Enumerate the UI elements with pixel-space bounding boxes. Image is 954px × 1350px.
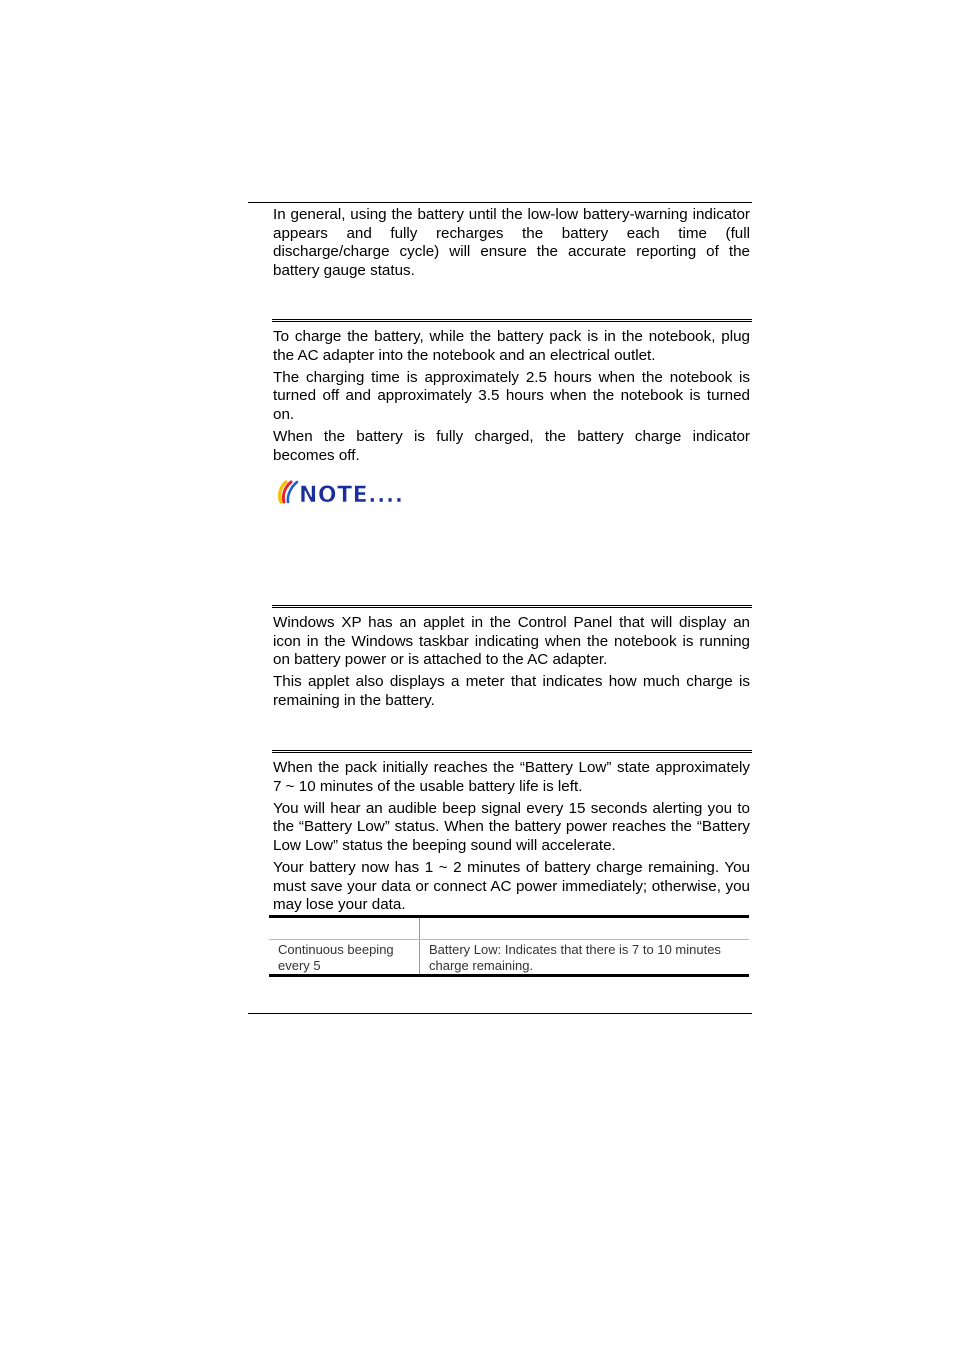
- table-row: [269, 940, 749, 976]
- page-header-rule: [248, 202, 752, 203]
- calibration-section: [273, 206, 750, 284]
- page-footer-rule: [248, 1013, 752, 1014]
- applet-section-divider: [272, 605, 752, 608]
- table-header-meaning: [420, 917, 750, 940]
- charge-indicator-paragraph: When the battery is fully charged, the battery charge indicator becomes off.: [273, 427, 750, 464]
- calibration-paragraph: In general, using the battery until the low-low battery-warning indicator appears and fully recharges the battery each time (full discharge/charge cycle) will ensure the accurate reporting of the battery gauge status.: [273, 206, 750, 279]
- battery-low-paragraph: When the pack initially reaches the “Battery Low” state approximately 7 ~ 10 minutes of the usable battery life is left.: [273, 759, 750, 795]
- note-logo-text: NOTE....: [299, 483, 404, 506]
- note-pen-icon: [280, 482, 297, 502]
- battery-remaining-paragraph: Your battery now has 1 ~ 2 minutes of battery charge remaining. You must save your data or connect AC power immediately; otherwise, you may lose your data.: [273, 858, 750, 914]
- applet-paragraph: Windows XP has an applet in the Control Panel that will display an icon in the Windows taskbar indicating when the notebook is running on battery power or is attached to the AC adapter.: [273, 614, 750, 669]
- charging-time-paragraph: The charging time is approximately 2.5 hours when the notebook is turned off and approximately 3.5 hours when the notebook is turned on.: [273, 368, 750, 423]
- beep-signal-table: [269, 915, 749, 977]
- beep-signal-paragraph: You will hear an audible beep signal every 15 seconds alerting you to the “Battery Low” status. When the battery power reaches the “Battery Low Low” status the beeping sound will accelerate.: [273, 799, 750, 854]
- note-logo: [275, 478, 410, 506]
- charging-paragraph: To charge the battery, while the battery pack is in the notebook, plug the AC adapter into the notebook and an electrical outlet.: [273, 328, 750, 364]
- beep-signal-cell: Continuous beeping every 5: [269, 940, 420, 976]
- beep-meaning-cell: Battery Low: Indicates that there is 7 to 10 minutes charge remaining.: [420, 940, 750, 976]
- table-header-signal: [269, 917, 420, 940]
- windows-applet-section: [273, 614, 750, 714]
- charging-section-divider: [272, 319, 752, 322]
- battery-low-section: [273, 759, 750, 918]
- applet-meter-paragraph: This applet also displays a meter that indicates how much charge is remaining in the battery.: [273, 673, 750, 709]
- charging-section: [273, 328, 750, 469]
- table-header-row: [269, 917, 749, 940]
- battery-low-section-divider: [272, 750, 752, 753]
